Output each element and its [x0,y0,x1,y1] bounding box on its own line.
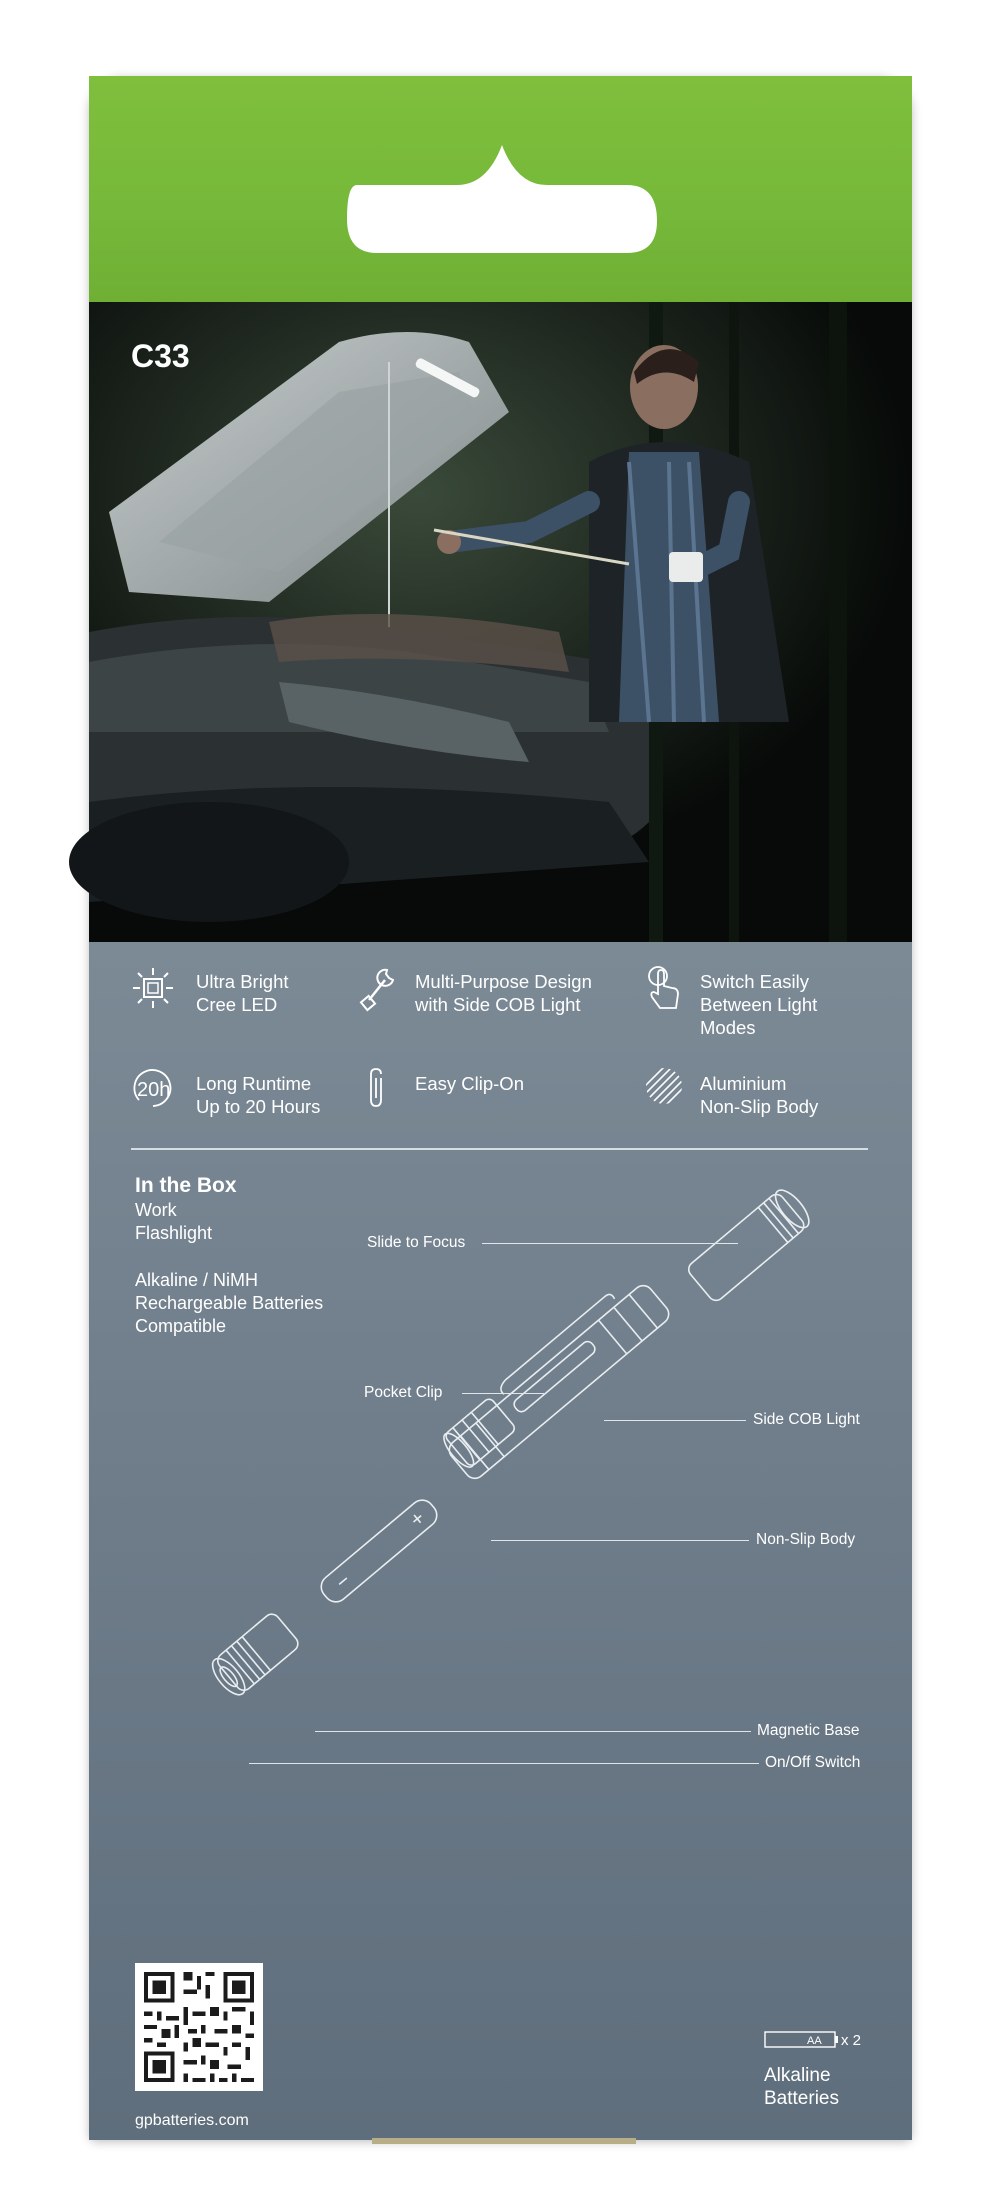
feature-line: Easy Clip-On [415,1073,524,1094]
runtime-icon-text: 20h [137,1079,171,1101]
callout-pocket-clip: Pocket Clip [364,1384,443,1401]
in-the-box-title: In the Box [135,1174,237,1197]
product-photo [89,302,912,942]
feature-line: Non-Slip Body [700,1096,819,1117]
callout-side-cob-light: Side COB Light [753,1411,860,1428]
compat-line: Alkaline / NiMH [135,1270,259,1290]
feature-line: Switch Easily [700,971,809,992]
feature-line: Cree LED [196,994,278,1015]
qr-code [135,1963,263,2091]
battery-label [764,2064,839,2110]
compat-line: Rechargeable Batteries [135,1293,324,1313]
feature-line: Multi-Purpose Design [415,971,592,992]
battery-type-label: AA [807,2035,822,2047]
callout-line [482,1243,738,1244]
battery-line: Alkaline [764,2065,831,2086]
package-header [89,76,912,302]
feature-line: Between Light [700,994,818,1015]
website-link[interactable]: gpbatteries.com [135,2112,249,2129]
hang-hole [337,143,667,257]
battery-count: x 2 [841,2032,862,2049]
feature-line: Long Runtime [196,1073,312,1094]
callout-line [249,1763,759,1764]
model-name: C33 [131,338,190,374]
in-the-box-item: Flashlight [135,1223,213,1243]
info-panel [89,942,912,2140]
feature-line: Modes [700,1017,756,1038]
callout-line [462,1393,544,1394]
feature-line: Up to 20 Hours [196,1096,321,1117]
in-the-box-item: Work [135,1200,177,1220]
battery-line: Batteries [764,2088,839,2109]
feature-line: Aluminium [700,1073,787,1094]
feature-line: with Side COB Light [415,994,581,1015]
callout-line [315,1731,751,1732]
callout-line [604,1420,746,1421]
product-package [89,76,912,2140]
feature-line: Ultra Bright [196,971,289,992]
callout-magnetic-base: Magnetic Base [757,1722,860,1739]
callout-on-off-switch: On/Off Switch [765,1754,861,1771]
compat-line: Compatible [135,1316,227,1336]
aa-battery-icon [764,2027,862,2051]
callout-non-slip-body: Non-Slip Body [756,1531,856,1548]
mechanic-car-scene [89,302,912,942]
package-bottom-tab [372,2138,636,2144]
callout-line [491,1540,749,1541]
callout-slide-to-focus: Slide to Focus [367,1234,466,1251]
